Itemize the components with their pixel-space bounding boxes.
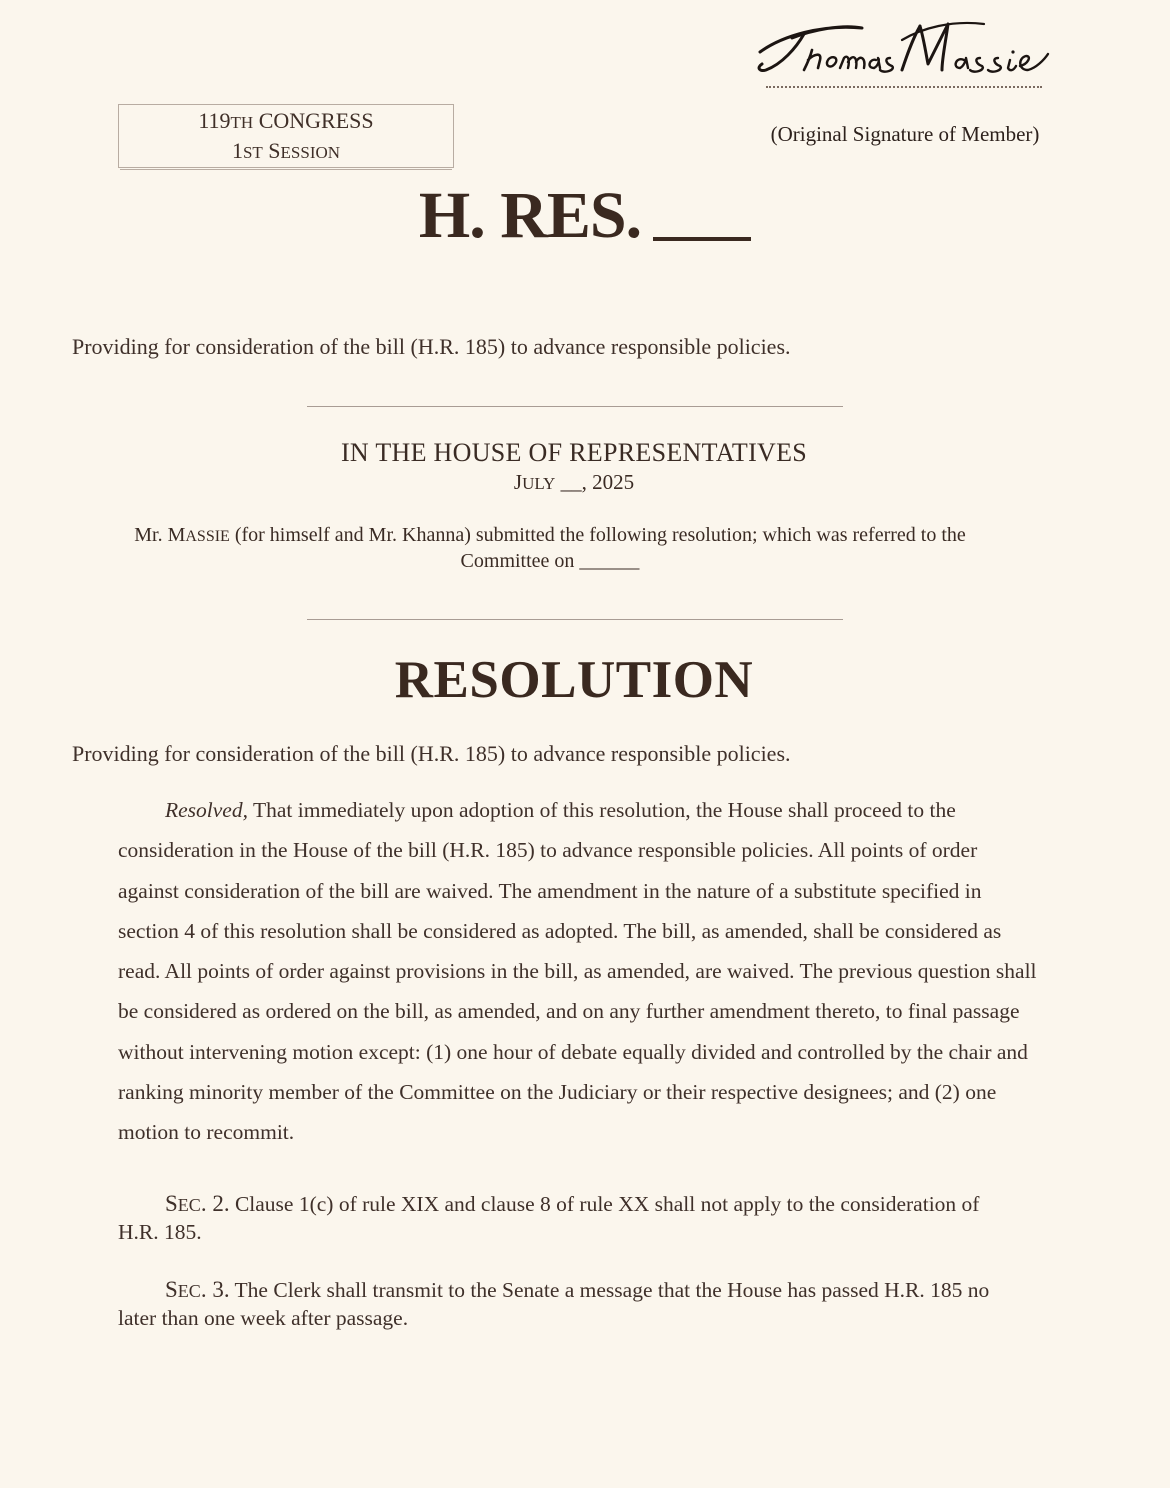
date-month-first: J: [513, 470, 523, 494]
member-name-rest: ASSIE: [185, 528, 230, 545]
section-3-label: [165, 1277, 230, 1302]
session-line: [119, 137, 453, 167]
signature-dotted-line: [766, 86, 1042, 88]
submission-statement: [100, 523, 1000, 574]
congress-word: CONGRESS: [258, 108, 374, 133]
section-2: [118, 1190, 1018, 1246]
session-number: 1: [231, 138, 243, 163]
congress-session-box: [118, 104, 454, 168]
resolved-clause: [118, 790, 1038, 1153]
resolved-text: That immediately upon adoption of this resolution, the House shall proceed to the consideration in the House of the bill (H.R. 185) to advance responsible policies. All points of order against consideration of the bill are waived. The amendment in the nature of a substitute specified in section 4 of this resolution shall be considered as adopted. The bill, as amended, shall be considered as read. All points of order against provisions in the bill, as amended, are waived. The previous question shall be considered as ordered on the bill, as amended, and on any further amendment thereto, to final passage without intervening motion except: (1) one hour of debate equally divided and controlled by the chair and ranking minority member of the Committee on the Judiciary or their respective designees; and (2) one motion to recommit.: [118, 798, 1037, 1145]
date-month-rest: ULY: [522, 474, 556, 493]
session-word-first: S: [268, 138, 281, 163]
member-name-first: M: [167, 524, 186, 546]
sec-ec: EC: [177, 1195, 201, 1215]
congress-number-suffix: TH: [230, 113, 254, 132]
session-number-suffix: ST: [242, 143, 263, 162]
resolved-word: Resolved,: [165, 798, 248, 822]
divider-rule: [307, 619, 843, 620]
sec-s: S: [165, 1191, 178, 1216]
hres-title: [0, 178, 1170, 254]
house-heading: IN THE HOUSE OF REPRESENTATIVES: [340, 438, 808, 467]
date-rest: __, 2025: [555, 470, 635, 494]
hres-number-blank: [653, 237, 751, 241]
hres-label: H. RES.: [418, 179, 642, 252]
section-3: [118, 1276, 1018, 1332]
submission-text: (for himself and Mr. Khanna) submitted the following resolution; which was referred to the Committee on ______: [229, 524, 966, 572]
submission-prefix: Mr.: [134, 524, 168, 546]
section-2-label: [165, 1191, 230, 1216]
sec-num: . 2.: [200, 1191, 230, 1216]
section-3-text: The Clerk shall transmit to the Senate a message that the House has passed H.R. 185 no later than one week after passage.: [118, 1278, 990, 1330]
sec-num: . 3.: [200, 1277, 230, 1302]
sec-s: S: [165, 1277, 178, 1302]
divider-rule: [307, 406, 843, 407]
section-2-text: Clause 1(c) of rule XIX and clause 8 of rule XX shall not apply to the consideration of H.R. 185.: [118, 1192, 980, 1244]
congress-number: 119: [198, 108, 231, 133]
congress-line: [119, 107, 453, 137]
short-title-bottom: Providing for consideration of the bill (H.R. 185) to advance responsible policies.: [72, 741, 791, 766]
resolution-heading: RESOLUTION: [394, 651, 754, 709]
signature-caption: (Original Signature of Member): [770, 122, 1040, 146]
short-title-top: Providing for consideration of the bill (H.R. 185) to advance responsible policies.: [72, 334, 791, 359]
handwritten-signature: [752, 14, 1056, 80]
date-line: [0, 470, 1148, 495]
sec-ec: EC: [177, 1281, 201, 1301]
session-word-rest: ESSION: [280, 143, 341, 162]
